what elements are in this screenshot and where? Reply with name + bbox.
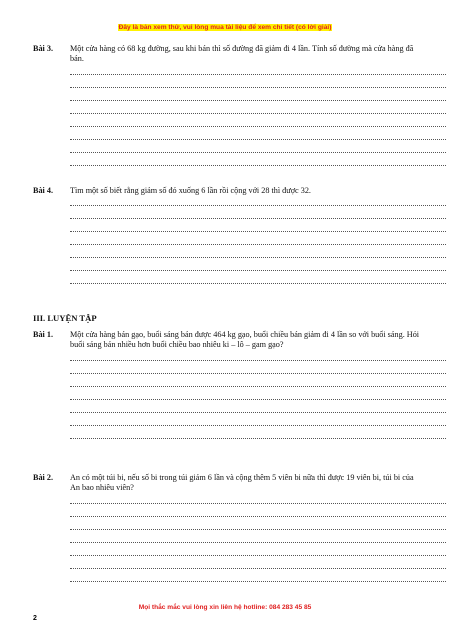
preview-banner xyxy=(0,24,450,31)
answer-line xyxy=(70,412,446,413)
answer-line xyxy=(70,373,446,374)
exercise-text: Một cửa hàng bán gạo, buổi sáng bán được 464 kg gạo, buổi chiều bán giảm đi 4 lần so với buổi sáng. Hỏi buổi sáng bán nhiều hơn buổi chiều bao nhiêu ki – lô – gam gạo? xyxy=(70,330,420,349)
answer-line xyxy=(70,231,446,232)
answer-line xyxy=(70,516,446,517)
page-number: 2 xyxy=(33,615,37,622)
answer-line xyxy=(70,257,446,258)
exercise-label: Bài 2. xyxy=(33,473,54,482)
section-heading: III. LUYỆN TẬP xyxy=(33,313,97,323)
answer-line xyxy=(70,270,446,271)
answer-line xyxy=(70,165,446,166)
exercise-text: Tìm một số biết rằng giảm số đó xuống 6 lần rồi cộng với 28 thì được 32. xyxy=(70,186,311,195)
answer-line xyxy=(70,425,446,426)
answer-line xyxy=(70,542,446,543)
exercise-label: Bài 3. xyxy=(33,44,54,53)
exercise-text: An có một túi bi, nếu số bi trong túi giảm 6 lần và cộng thêm 5 viên bi nữa thì được 19 viên bi, túi bi của An bao nhiêu viên? xyxy=(70,473,414,492)
answer-line xyxy=(70,438,446,439)
answer-line xyxy=(70,244,446,245)
exercise-label: Bài 1. xyxy=(33,330,54,339)
answer-line xyxy=(70,100,446,101)
answer-line xyxy=(70,205,446,206)
answer-line xyxy=(70,581,446,582)
answer-line xyxy=(70,218,446,219)
answer-line xyxy=(70,555,446,556)
answer-line xyxy=(70,74,446,75)
answer-line xyxy=(70,283,446,284)
preview-banner-text: Đây là bản xem thử, vui lòng mua tài liệu để xem chi tiết (có lời giải) xyxy=(118,24,332,31)
answer-line xyxy=(70,87,446,88)
answer-line xyxy=(70,152,446,153)
answer-line xyxy=(70,139,446,140)
hotline-footer: Mọi thắc mắc vui lòng xin liên hệ hotline: 084 283 45 85 xyxy=(138,604,312,611)
answer-line xyxy=(70,503,446,504)
answer-line xyxy=(70,568,446,569)
answer-line xyxy=(70,126,446,127)
answer-line xyxy=(70,360,446,361)
answer-line xyxy=(70,113,446,114)
answer-line xyxy=(70,386,446,387)
exercise-label: Bài 4. xyxy=(33,186,54,195)
answer-line xyxy=(70,529,446,530)
exercise-text: Một cửa hàng có 68 kg đường, sau khi bán thì số đường đã giảm đi 4 lần. Tính số đường mà cửa hàng đã bán. xyxy=(70,44,414,63)
answer-line xyxy=(70,399,446,400)
